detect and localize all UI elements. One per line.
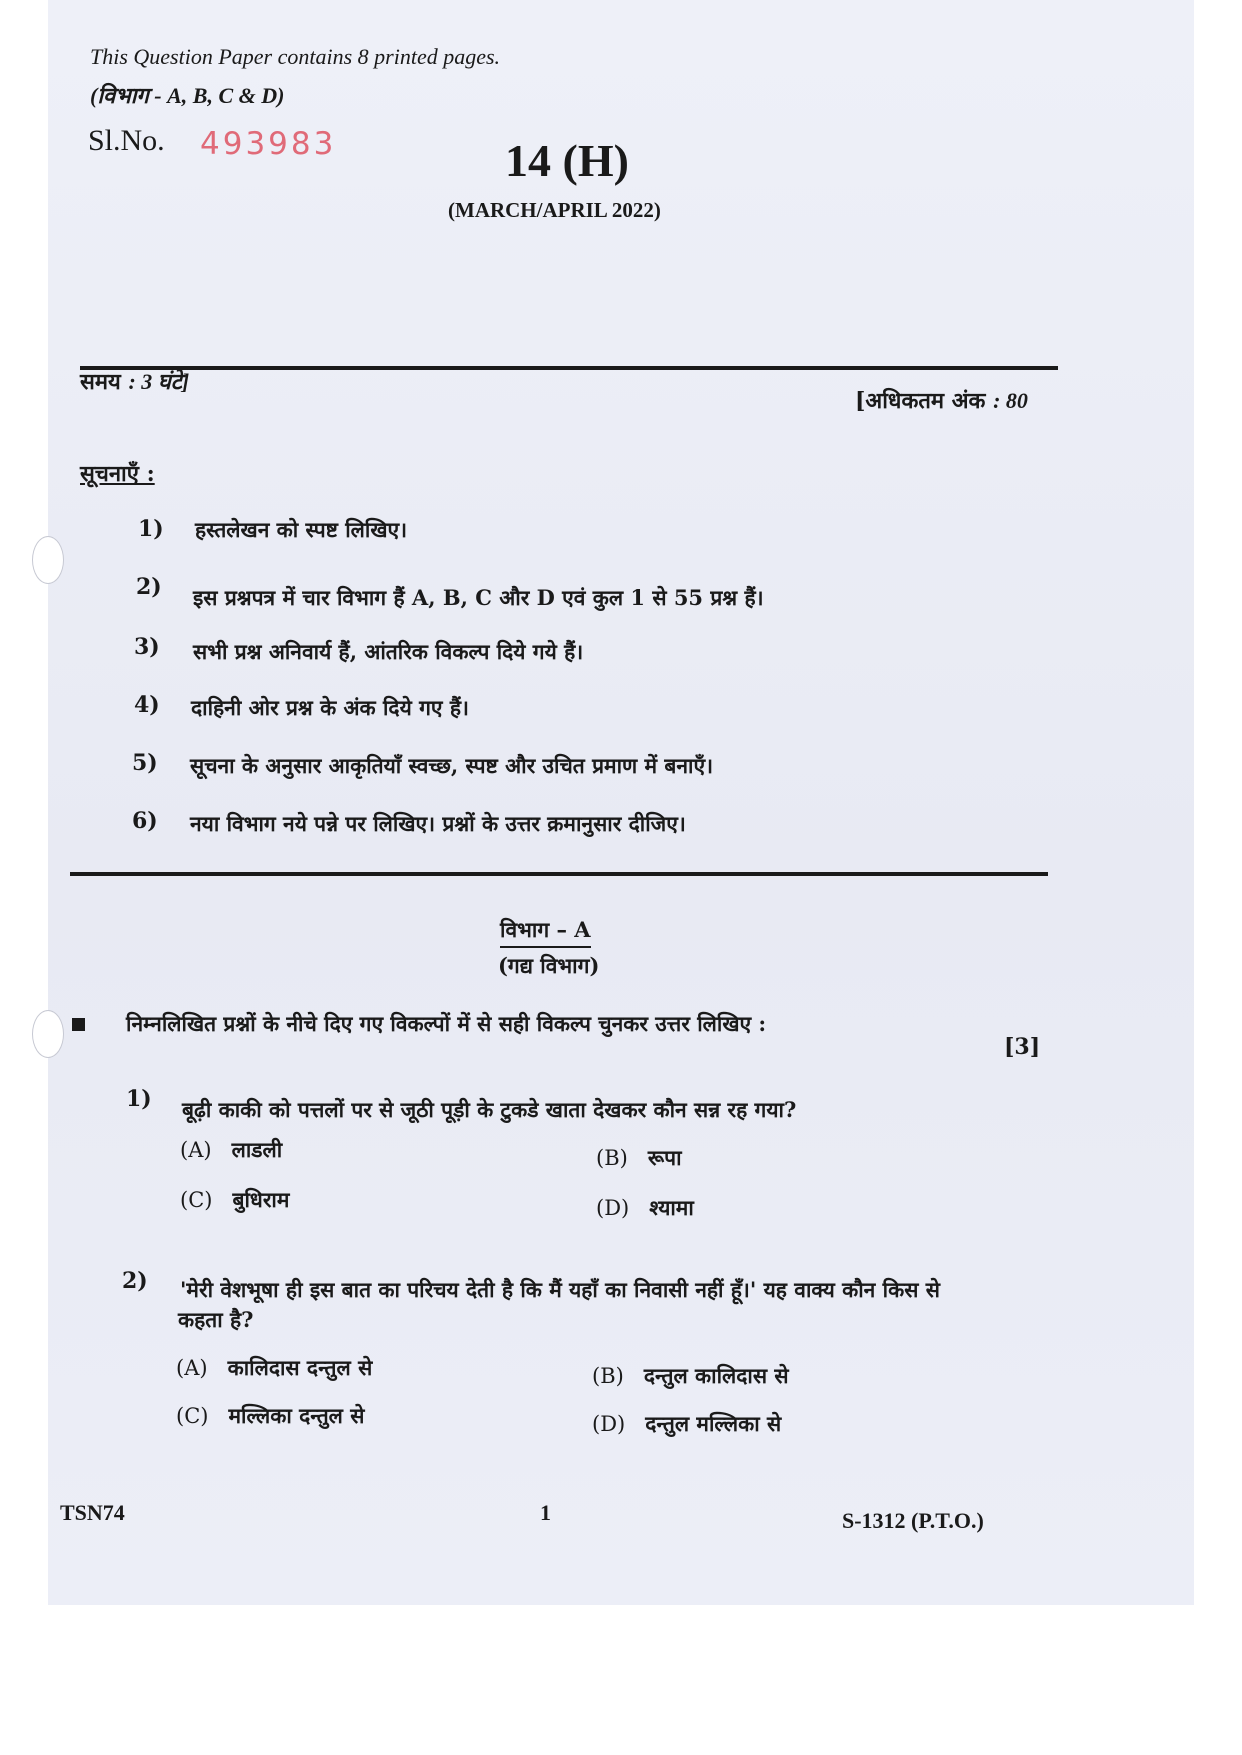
- instruction-number: 4): [134, 692, 160, 718]
- section-title: विभाग – A: [500, 916, 591, 948]
- option-key: (B): [596, 1146, 628, 1170]
- instructions-heading: सूचनाएँ :: [80, 461, 155, 487]
- instruction-text: हस्तलेखन को स्पष्ट लिखिए।: [195, 517, 408, 542]
- option-text: रूपा: [647, 1145, 682, 1170]
- section-rule: [70, 872, 1048, 876]
- option-a: [176, 1354, 372, 1382]
- option-key: (C): [176, 1404, 209, 1428]
- option-text: श्यामा: [649, 1195, 694, 1220]
- punch-hole-top: [32, 536, 64, 584]
- marks-label: [अधिकतम अंक: [855, 388, 986, 414]
- option-c: [176, 1402, 364, 1430]
- time-value: : 3 घंटे]: [128, 369, 190, 394]
- option-text: बुधिराम: [232, 1187, 290, 1212]
- option-d: [592, 1410, 781, 1438]
- page-turn-note: S-1312 (P.T.O.): [842, 1508, 984, 1533]
- instruction-text: दाहिनी ओर प्रश्न के अंक दिये गए हैं।: [191, 695, 469, 720]
- option-text: दन्तुल कालिदास से: [643, 1363, 789, 1388]
- option-d: [596, 1194, 694, 1222]
- serial-number-label: Sl.No.: [88, 124, 165, 157]
- maximum-marks: [855, 385, 1028, 415]
- page-number: 1: [540, 1500, 551, 1525]
- exam-session: (MARCH/APRIL 2022): [448, 198, 661, 222]
- instruction-text: सभी प्रश्न अनिवार्य हैं, आंतरिक विकल्प दिये गये हैं।: [193, 639, 584, 664]
- option-text: कालिदास दन्तुल से: [227, 1355, 373, 1380]
- instruction-text: सूचना के अनुसार आकृतियाँ स्वच्छ, स्पष्ट और उचित प्रमाण में बनाएँ।: [190, 753, 714, 778]
- instruction-text: नया विभाग नये पन्ने पर लिखिए। प्रश्नों के उत्तर क्रमानुसार दीजिए।: [190, 811, 686, 836]
- sections-note: (विभाग - A, B, C & D): [90, 83, 285, 108]
- paper-code: TSN74: [60, 1500, 125, 1525]
- option-key: (D): [592, 1412, 626, 1436]
- option-a: [180, 1136, 282, 1164]
- instruction-number: 6): [132, 808, 158, 834]
- pages-note: This Question Paper contains 8 printed pages.: [90, 44, 501, 69]
- option-text: मल्लिका दन्तुल से: [228, 1403, 365, 1428]
- instruction-number: 1): [138, 516, 164, 542]
- instruction-text: इस प्रश्नपत्र में चार विभाग हैं A, B, C और D एवं कुल 1 से 55 प्रश्न हैं।: [193, 585, 764, 610]
- instruction-number: 5): [132, 750, 158, 776]
- time-allowed: [80, 366, 189, 396]
- question-text: बूढ़ी काकी को पत्तलों पर से जूठी पूड़ी के टुकडे खाता देखकर कौन सन्न रह गया?: [182, 1097, 797, 1122]
- option-text: दन्तुल मल्लिका से: [645, 1411, 782, 1436]
- option-c: [180, 1186, 289, 1214]
- marks-value: : 80: [993, 388, 1028, 413]
- option-b: [596, 1144, 682, 1172]
- option-text: लाडली: [231, 1137, 283, 1162]
- option-key: (B): [592, 1364, 624, 1388]
- option-key: (D): [596, 1196, 630, 1220]
- serial-number: 493983: [200, 126, 337, 162]
- question-number: 2): [122, 1268, 148, 1294]
- option-b: [592, 1362, 789, 1390]
- option-key: (C): [180, 1188, 213, 1212]
- question-number: 1): [126, 1086, 152, 1112]
- option-key: (A): [180, 1138, 212, 1162]
- time-label: समय: [80, 369, 121, 395]
- bullet-square: [72, 1018, 85, 1031]
- section-subtitle: (गद्य विभाग): [498, 953, 600, 978]
- subject-code: 14 (H): [505, 135, 629, 186]
- directive-marks: [3]: [1004, 1034, 1041, 1060]
- punch-hole-bottom: [32, 1010, 64, 1058]
- instruction-number: 2): [136, 574, 162, 600]
- question-text-line-1: 'मेरी वेशभूषा ही इस बात का परिचय देती है कि मैं यहाँ का निवासी नहीं हूँ।' यह वाक्य कौन किस से: [180, 1277, 940, 1302]
- option-key: (A): [176, 1356, 208, 1380]
- header-rule: [80, 366, 1058, 370]
- directive-text: निम्नलिखित प्रश्नों के नीचे दिए गए विकल्पों में से सही विकल्प चुनकर उत्तर लिखिए :: [126, 1011, 767, 1036]
- question-text-line-2: कहता है?: [178, 1307, 254, 1332]
- instruction-number: 3): [134, 634, 160, 660]
